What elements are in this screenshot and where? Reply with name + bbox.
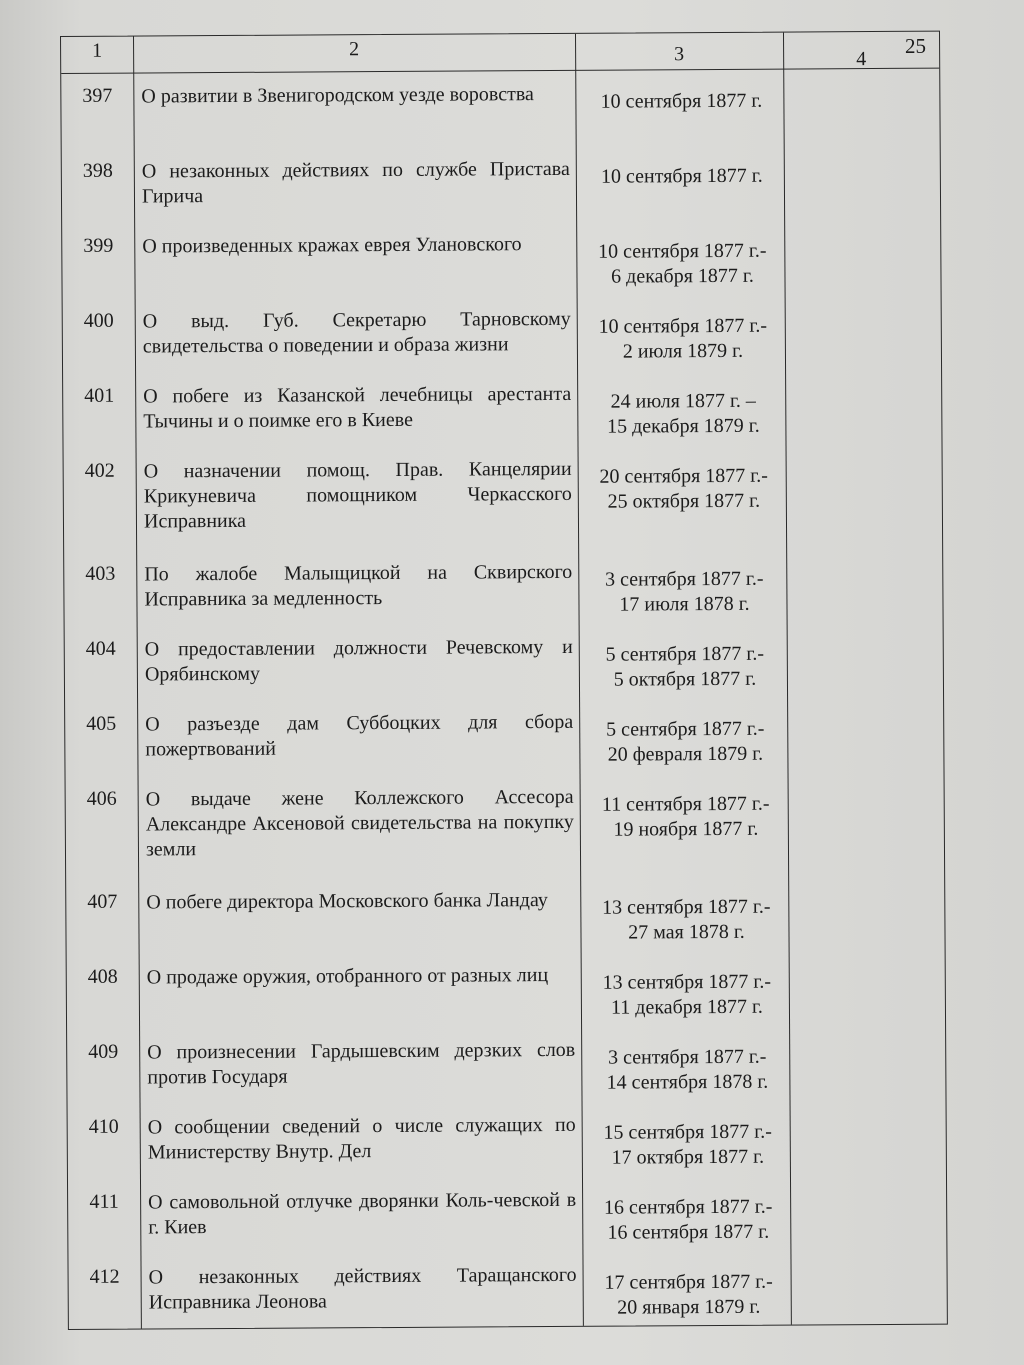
date-line: 20 сентября 1877 г.- [599, 464, 768, 488]
date-line: 20 января 1879 г. [617, 1295, 761, 1319]
date-line: 10 сентября 1877 г. [600, 164, 763, 188]
row-dates [577, 89, 785, 115]
date-line: 10 сентября 1877 г. [600, 89, 763, 113]
table-row [65, 708, 943, 788]
header-col-2: 2 [349, 38, 360, 61]
row-description: О продаже оружия, отобранного от разных лиц [146, 964, 549, 989]
row-dates [580, 464, 788, 515]
row-number: 410 [88, 1115, 119, 1138]
table-row [68, 1186, 946, 1266]
date-line: 6 декабря 1877 г. [611, 264, 754, 288]
row-dates [582, 792, 790, 843]
table-row [65, 633, 943, 713]
date-line: 11 декабря 1877 г. [610, 995, 763, 1019]
header-col-4: 4 [856, 48, 867, 71]
date-line: 5 сентября 1877 г.- [605, 642, 765, 666]
page-number: 25 [905, 34, 926, 58]
date-line: 5 сентября 1877 г.- [605, 717, 765, 741]
table-row [67, 961, 945, 1041]
table-body [61, 80, 947, 1341]
row-description: О произнесении Гардышевским дерзких слов против Государя [147, 1038, 576, 1089]
table-row [64, 455, 943, 563]
row-dates [579, 389, 787, 440]
row-number: 404 [85, 637, 116, 660]
table-row [63, 305, 941, 385]
date-line: 16 сентября 1877 г. [607, 1220, 770, 1244]
row-dates [583, 1045, 791, 1096]
table-row [62, 230, 940, 310]
date-line: 24 июля 1877 г. – [610, 389, 756, 413]
date-line: 16 сентября 1877 г.- [603, 1195, 773, 1219]
row-description: О выдаче жене Коллежского Ассесора Александре Аксеновой свидетельства на покупку земли [145, 785, 574, 861]
row-description: О самовольной отлучке дворянки Коль-чевской в г. Киев [148, 1188, 577, 1239]
row-dates [581, 717, 789, 768]
row-description: О сообщении сведений о числе служащих по Министерству Внутр. Дел [147, 1113, 576, 1164]
table-row [61, 80, 939, 160]
row-description: О назначении помощ. Прав. Канцелярии Крикуневича помощником Черкасского Исправника [143, 457, 572, 533]
row-description: О побеге из Казанской лечебницы арестанта Тычины и о поимке его в Киеве [143, 382, 572, 433]
row-number: 412 [89, 1265, 120, 1288]
table-row [68, 1111, 946, 1191]
date-line: 2 июля 1879 г. [622, 339, 744, 363]
row-number: 406 [86, 787, 117, 810]
table-row [63, 380, 941, 460]
date-line: 20 февраля 1879 г. [607, 742, 764, 766]
row-dates [581, 642, 789, 693]
row-number: 409 [88, 1040, 119, 1063]
row-number: 408 [87, 965, 118, 988]
header-col-3: 3 [674, 43, 685, 66]
row-number: 397 [82, 84, 113, 107]
row-dates [584, 1195, 792, 1246]
date-line: 17 октября 1877 г. [611, 1145, 765, 1169]
row-description: По жалобе Малыщицкой на Сквирского Исправника за медленность [144, 560, 573, 611]
row-number: 407 [87, 890, 118, 913]
table-row [67, 1036, 945, 1116]
row-number: 400 [83, 309, 114, 332]
row-dates [580, 567, 788, 618]
row-number: 401 [84, 384, 115, 407]
row-number: 402 [84, 459, 115, 482]
row-dates [579, 314, 787, 365]
row-dates [578, 164, 786, 190]
date-line: 15 декабря 1879 г. [606, 414, 760, 438]
table-header [61, 32, 939, 74]
date-line: 15 сентября 1877 г.- [603, 1120, 772, 1144]
date-line: 27 мая 1878 г. [628, 920, 745, 944]
header-col-1: 1 [92, 39, 103, 62]
table-row [66, 783, 945, 891]
date-line: 5 октября 1877 г. [613, 667, 757, 691]
row-dates [578, 239, 786, 290]
table-row [66, 886, 944, 966]
row-description: О незаконных действиях по службе Пристава Гирича [141, 157, 570, 208]
row-description: О незаконных действиях Таращанского Исправника Леонова [148, 1263, 577, 1314]
archive-table [60, 31, 948, 1330]
row-number: 411 [89, 1190, 119, 1213]
date-line: 17 июля 1878 г. [619, 592, 750, 616]
date-line: 3 сентября 1877 г.- [605, 567, 764, 591]
date-line: 11 сентября 1877 г.- [601, 792, 770, 816]
date-line: 10 сентября 1877 г.- [598, 314, 768, 338]
row-dates [583, 970, 791, 1021]
table-row [64, 558, 942, 638]
table-row [69, 1261, 947, 1341]
row-number: 403 [85, 562, 116, 585]
date-line: 3 сентября 1877 г.- [607, 1045, 767, 1069]
row-description: О побеге директора Московского банка Ландау [146, 889, 548, 914]
row-description: О развитии в Звенигородском уезде воровства [141, 83, 534, 108]
row-dates [585, 1270, 793, 1321]
row-description: О разъезде дам Суббоцких для сбора пожертвований [145, 710, 574, 761]
row-number: 398 [82, 159, 113, 182]
table-row [62, 155, 940, 235]
row-number: 399 [83, 234, 114, 257]
row-dates [582, 895, 790, 946]
date-line: 19 ноября 1877 г. [613, 817, 759, 841]
row-description: О выд. Губ. Секретарю Тарновскому свидетельства о поведении и образа жизни [142, 307, 571, 358]
date-line: 17 сентября 1877 г.- [604, 1270, 773, 1294]
row-number: 405 [86, 712, 117, 735]
row-description: О предоставлении должности Речевскому и Орябинскому [144, 635, 573, 686]
date-line: 10 сентября 1877 г.- [598, 239, 767, 263]
date-line: 13 сентября 1877 г.- [602, 970, 772, 994]
row-dates [584, 1120, 792, 1171]
date-line: 13 сентября 1877 г.- [602, 895, 771, 919]
row-description: О произведенных кражах еврея Улановского [142, 233, 522, 258]
date-line: 25 октября 1877 г. [607, 489, 761, 513]
date-line: 14 сентября 1878 г. [606, 1070, 769, 1094]
